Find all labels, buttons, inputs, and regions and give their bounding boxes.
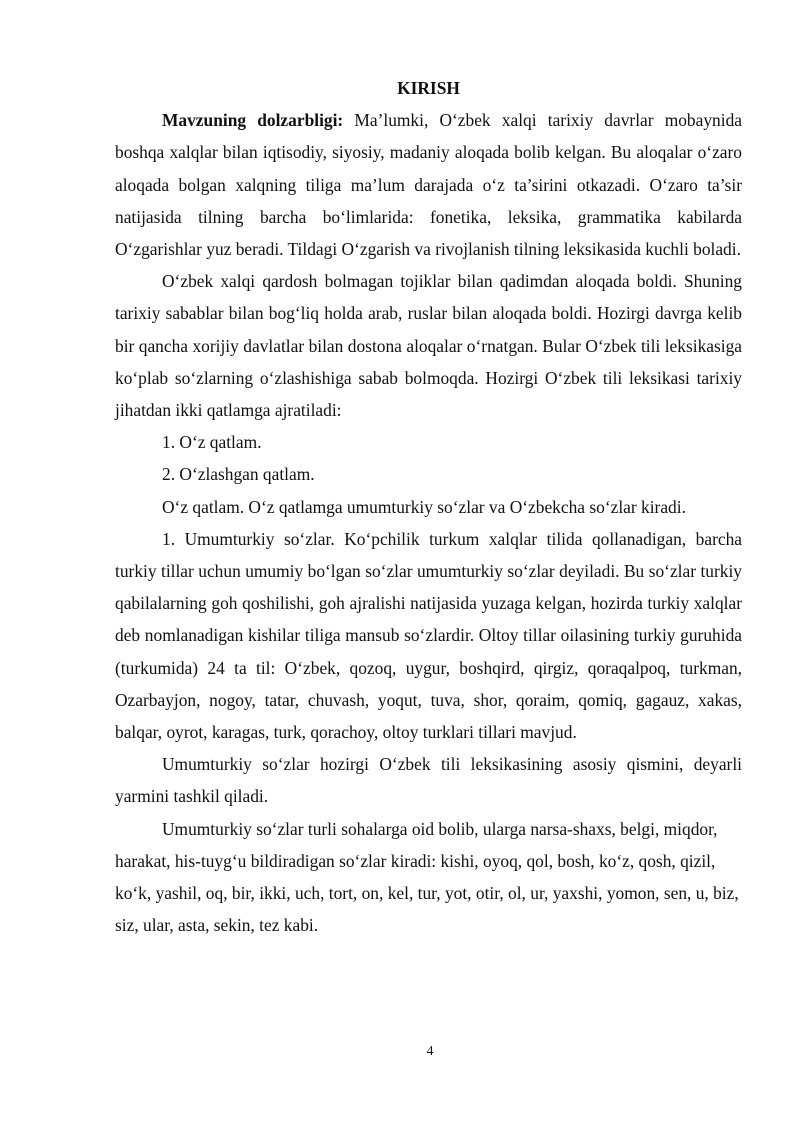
lead-label: Mavzuning dolzarbligi:	[162, 110, 344, 131]
paragraph: O‘zbek xalqi qardosh bolmagan tojiklar bilan qadimdan aloqada boldi. Shuning tarixiy sabablar bilan bog‘liq holda arab, ruslar bilan aloqada boldi. Hozirgi davrga kelib bir qancha xorijiy davlatlar bilan dostona aloqalar o‘rnatgan. Bular O‘zbek tili leksikasiga ko‘plab so‘zlarning o‘zlashishiga sabab bolmoqda. Hozirgi O‘zbek tili leksikasi tarixiy jihatdan ikki qatlamga ajratiladi:	[115, 271, 742, 421]
document-body	[115, 72, 742, 941]
page-number: 4	[426, 1044, 434, 1059]
paragraph: Umumturkiy so‘zlar turli sohalarga oid bolib, ularga narsa-shaxs, belgi, miqdor, harakat, his-tuyg‘u bildiradigan so‘zlar kiradi: kishi, oyoq, qol, bosh, ko‘z, qosh, qizil, ko‘k, yashil, oq, bir, ikki, uch, tort, on, kel, tur, yot, otir, ol, ur, yaxshi, yomon, sen, u, biz, siz, ular, asta, sekin, tez kabi.	[115, 818, 739, 936]
paragraph: O‘z qatlam. O‘z qatlamga umumturkiy so‘zlar va O‘zbekcha so‘zlar kiradi.	[162, 496, 686, 517]
paragraph: Umumturkiy so‘zlar hozirgi O‘zbek tili leksikasining asosiy qismini, deyarli yarmini tashkil qiladi.	[115, 754, 742, 807]
list-item: 1. O‘z qatlam.	[162, 432, 262, 453]
paragraph: 1. Umumturkiy so‘zlar. Ko‘pchilik turkum xalqlar tilida qollanadigan, barcha turkiy tillar uchun umumiy bo‘lgan so‘zlar umumturkiy so‘zlar deyiladi. Bu so‘zlar turkiy qabilalarning goh qoshilishi, goh ajralishi natijasida yuzaga kelgan, hozirda turkiy xalqlar deb nomlanadigan kishilar tiliga mansub so‘zlardir. Oltoy tillar oilasining turkiy guruhida (turkumida) 24 ta til: O‘zbek, qozoq, uygur, boshqird, qirgiz, qoraqalpoq, turkman, Ozarbayjon, nogoy, tatar, chuvash, yoqut, tuva, shor, qoraim, qomiq, gagauz, xakas, balqar, oyrot, karagas, turk, qorachoy, oltoy turklari tillari mavjud.	[115, 528, 742, 743]
paragraph-relevance	[115, 104, 742, 265]
paragraph-text: Ma’lumki, O‘zbek xalqi tarixiy davrlar mobaynida boshqa xalqlar bilan iqtisodiy, siyosiy, madaniy aloqada bolib kelgan. Bu aloqalar o‘zaro aloqada bolgan xalqning tiliga ma’lum darajada o‘z ta’sirini otkazadi. O‘zaro ta’sir natijasida tilning barcha bo‘limlarida: fonetika, leksika, grammatika kabilarda O‘zgarishlar yuz beradi. Tildagi O‘zgarish va rivojlanish tilning leksikasida kuchli boladi.	[115, 110, 742, 260]
section-title: KIRISH	[397, 78, 460, 98]
list-item: 2. O‘zlashgan qatlam.	[162, 464, 315, 485]
